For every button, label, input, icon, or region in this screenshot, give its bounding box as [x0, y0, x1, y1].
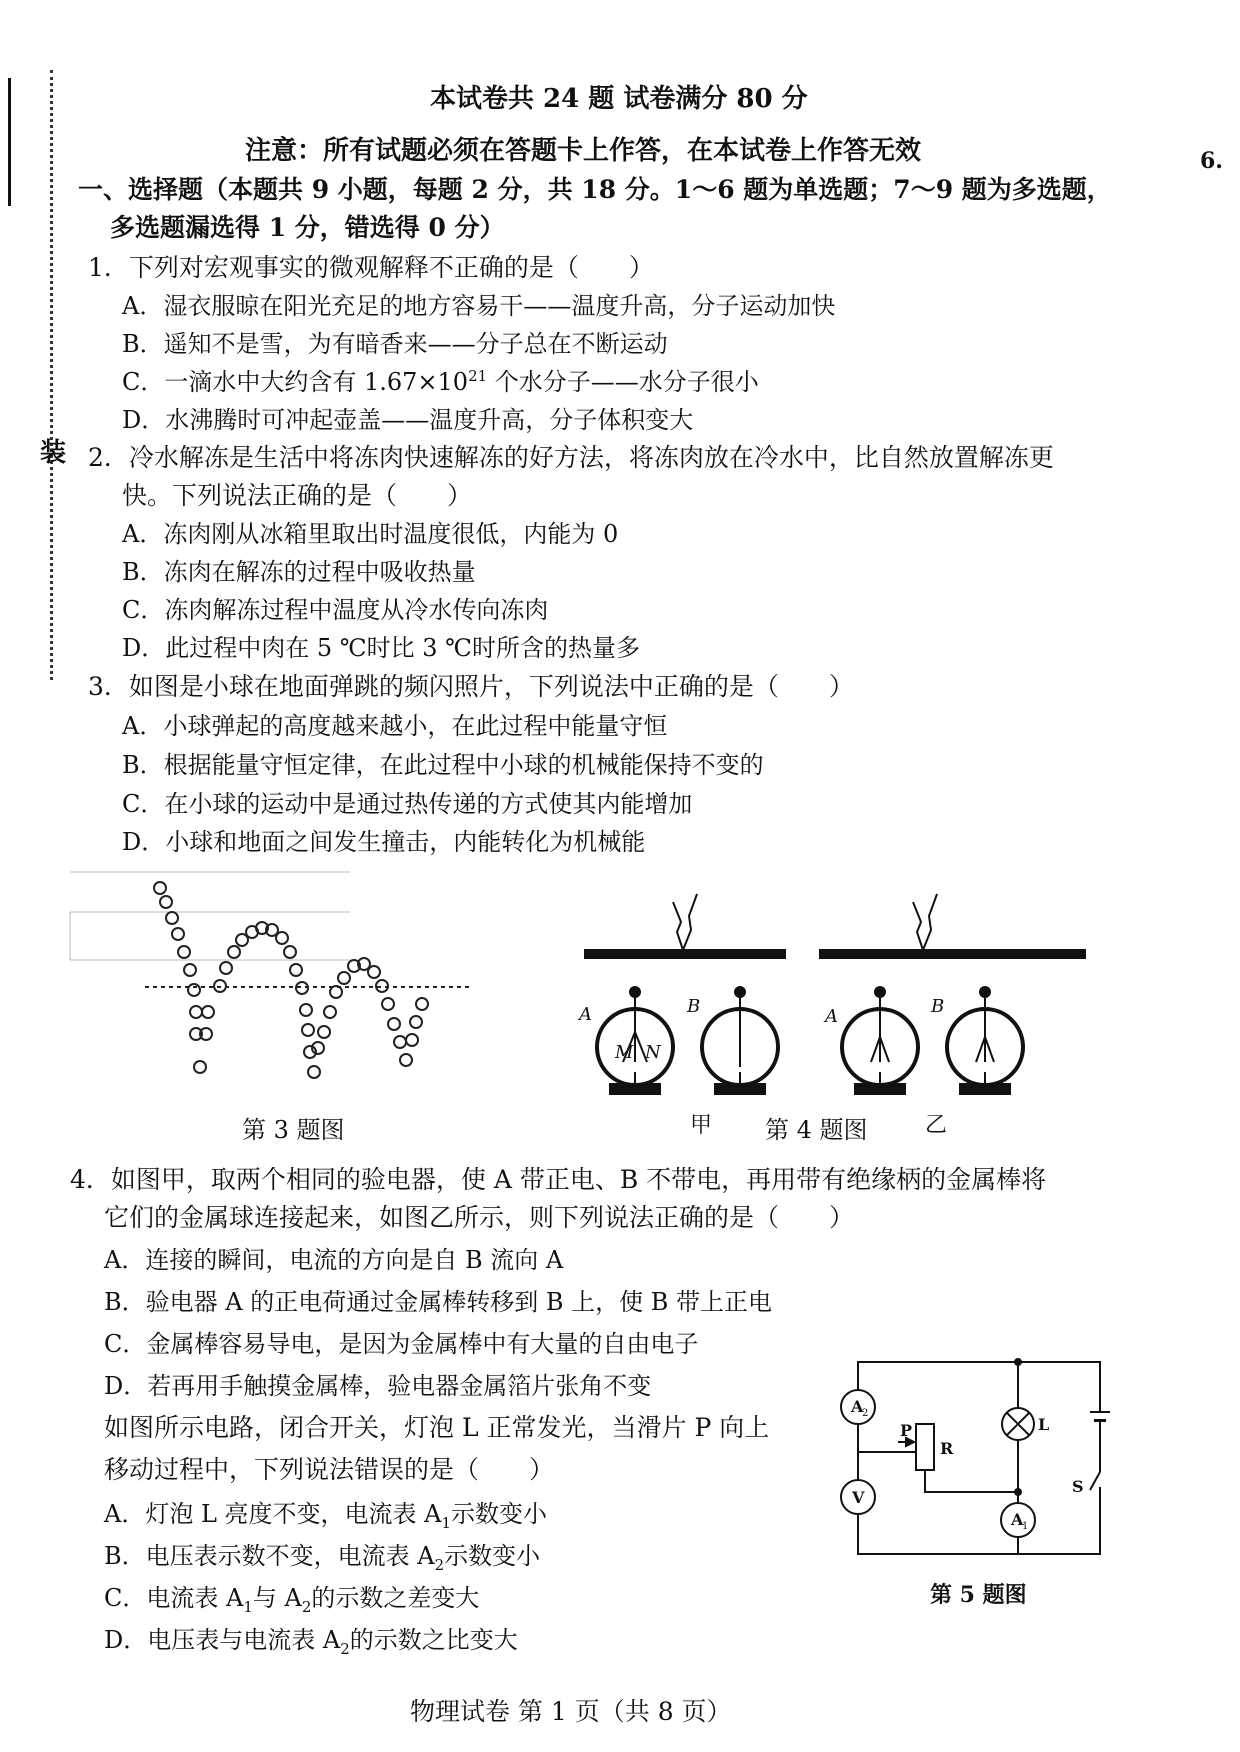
- exam-title: 本试卷共 24 题 试卷满分 80 分: [430, 84, 808, 114]
- fig4-electroscopes: [575, 862, 1105, 1097]
- q3-option-b: B．根据能量守恒定律，在此过程中小球的机械能保持不变的: [122, 751, 764, 779]
- q1-option-a: A．湿衣服晾在阳光充足的地方容易干——温度升高，分子运动加快: [122, 292, 836, 320]
- fig4-label-m: M: [615, 1042, 634, 1063]
- fig3-bouncing-ball: [60, 862, 480, 1092]
- binding-line: [8, 78, 11, 206]
- q5-stem-2: 移动过程中，下列说法错误的是（ ）: [104, 1455, 555, 1484]
- q2-stem-2: 快。下列说法正确的是（ ）: [122, 481, 473, 510]
- fig4-label-a-jia: A: [579, 1004, 592, 1025]
- q5-option-d: D．电压表与电流表 $A_2$的示数之比变大: [104, 1626, 518, 1658]
- q5-option-b: B．电压表示数不变，电流表 $A_2$示数变小: [104, 1542, 541, 1574]
- fig4-label-n: N: [645, 1042, 661, 1063]
- q3-option-a: A．小球弹起的高度越来越小，在此过程中能量守恒: [122, 712, 668, 740]
- fig4-label-yi: 乙: [925, 1113, 948, 1138]
- q1-option-c: C．一滴水中大约含有 $1.67\times 10^{21}$ 个水分子——水分子很小: [122, 367, 759, 396]
- q5-stem-1: 如图所示电路，闭合开关，灯泡 L 正常发光，当滑片 P 向上: [104, 1413, 770, 1442]
- q3-stem: 3．如图是小球在地面弹跳的频闪照片，下列说法中正确的是（ ）: [88, 672, 854, 701]
- q4-option-c: C．金属棒容易导电，是因为金属棒中有大量的自由电子: [104, 1330, 699, 1358]
- q3-option-c: C．在小球的运动中是通过热传递的方式使其内能增加: [122, 790, 693, 818]
- fig5-circuit: [838, 1352, 1128, 1562]
- q4-stem-2: 它们的金属球连接起来，如图乙所示，则下列说法正确的是（ ）: [104, 1203, 855, 1232]
- q4-option-d: D．若再用手触摸金属棒，验电器金属箔片张角不变: [104, 1372, 652, 1400]
- q4-option-a: A．连接的瞬间，电流的方向是自 B 流向 A: [104, 1246, 564, 1274]
- corner-mark: 6.: [1200, 148, 1223, 174]
- margin-mark: 装: [40, 438, 67, 468]
- fig5-ammeter-a2-sub: 2: [862, 1408, 869, 1419]
- q1-stem: 1．下列对宏观事实的微观解释不正确的是（ ）: [88, 253, 654, 282]
- exam-notice: 注意：所有试题必须在答题卡上作答，在本试卷上作答无效: [245, 136, 922, 166]
- q3-option-d: D．小球和地面之间发生撞击，内能转化为机械能: [122, 828, 646, 856]
- q4-option-b: B．验电器 A 的正电荷通过金属棒转移到 B 上，使 B 带上正电: [104, 1288, 773, 1316]
- q2-option-d: D．此过程中肉在 5 ℃时比 3 ℃时所含的热量多: [122, 634, 640, 662]
- fig5-label-l: L: [1038, 1415, 1050, 1434]
- fig5-voltmeter: V: [852, 1488, 865, 1507]
- binding-dotted-line: [50, 70, 53, 680]
- q5-option-c: C．电流表 $A_1$与 $A_2$的示数之差变大: [104, 1584, 480, 1616]
- fig5-caption: 第 5 题图: [930, 1582, 1027, 1608]
- section-title-line2: 多选题漏选得 1 分，错选得 0 分）: [110, 213, 505, 242]
- q1-option-b: B．遥知不是雪，为有暗香来——分子总在不断运动: [122, 330, 668, 358]
- q2-option-a: A．冻肉刚从冰箱里取出时温度很低，内能为 0: [122, 520, 619, 548]
- fig4-label-b-jia: B: [687, 996, 701, 1017]
- fig5-ammeter-a1: A: [1011, 1510, 1024, 1529]
- section-title: 一、选择题（本题共 9 小题，每题 2 分，共 18 分。1～6 题为单选题；7～9 题为多选题，: [78, 175, 1112, 204]
- fig5-label-p: P: [900, 1421, 913, 1440]
- q2-option-c: C．冻肉解冻过程中温度从冷水传向冻肉: [122, 596, 549, 624]
- fig5-label-r: R: [940, 1439, 954, 1458]
- q4-stem-1: 4．如图甲，取两个相同的验电器，使 A 带正电、B 不带电，再用带有绝缘柄的金属棒将: [70, 1165, 1047, 1194]
- page-footer: 物理试卷 第 1 页（共 8 页）: [410, 1697, 732, 1726]
- fig4-caption: 第 4 题图: [765, 1116, 868, 1144]
- fig5-ammeter-a2: A: [851, 1397, 864, 1416]
- fig4-label-jia: 甲: [690, 1113, 713, 1138]
- q1-option-d: D．水沸腾时可冲起壶盖——温度升高，分子体积变大: [122, 406, 694, 434]
- fig4-label-a-yi: A: [825, 1006, 838, 1027]
- fig3-caption: 第 3 题图: [242, 1116, 345, 1144]
- q2-option-b: B．冻肉在解冻的过程中吸收热量: [122, 558, 476, 586]
- fig5-ammeter-a1-sub: 1: [1022, 1521, 1029, 1532]
- q5-option-a: A．灯泡 L 亮度不变，电流表 $A_1$示数变小: [104, 1500, 548, 1532]
- fig4-label-b-yi: B: [931, 996, 945, 1017]
- q2-stem-1: 2．冷水解冻是生活中将冻肉快速解冻的好方法，将冻肉放在冷水中，比自然放置解冻更: [88, 443, 1054, 472]
- fig5-label-s: S: [1072, 1477, 1084, 1496]
